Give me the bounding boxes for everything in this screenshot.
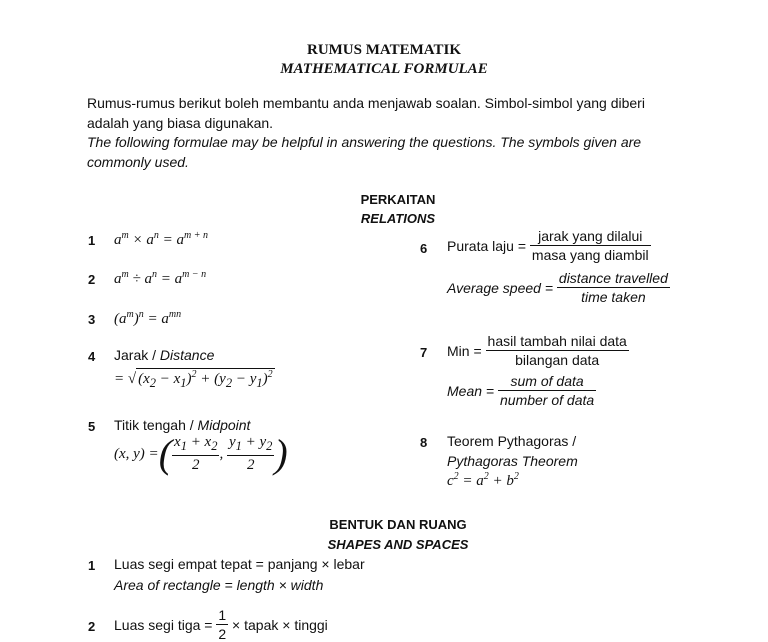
formula-mean-ms: Min = $\frac{\text{hasil tambah nilai data}}{\text{bilangan data}}$ bbox=[447, 333, 627, 368]
item-number: 8 bbox=[420, 435, 428, 450]
intro-ms-line1: Rumus-rumus berikut boleh membantu anda menjawab soalan. Simbol-simbol yang diberi bbox=[87, 95, 645, 111]
formula-triangle-ms: Luas segi tiga = $\frac{1}{2}$ × tapak × tinggi bbox=[114, 607, 328, 642]
relations-heading: PERKAITAN bbox=[360, 192, 436, 207]
pythagoras-label-ms: Teorem Pythagoras / bbox=[447, 433, 577, 449]
relations-subheading: RELATIONS bbox=[360, 211, 436, 226]
item-number: 1 bbox=[88, 233, 96, 248]
item-number: 1 bbox=[88, 558, 96, 573]
intro-en-line1: The following formulae may be helpful in answering the questions. The symbols given are bbox=[87, 134, 642, 150]
shapes-heading: BENTUK DAN RUANG bbox=[329, 517, 467, 532]
distance-label: Jarak / Distance bbox=[114, 347, 215, 363]
formula-distance: = √ $(x_2 - x_1)^2 + (y_2 - y_1)^2$ bbox=[114, 369, 273, 390]
item-number: 2 bbox=[88, 619, 96, 634]
intro-en-line2: commonly used. bbox=[87, 154, 189, 170]
shapes-subheading: SHAPES AND SPACES bbox=[327, 537, 469, 552]
formula-index-power: $(a^m)^n = a^{mn}$ bbox=[114, 309, 182, 327]
formula-pythagoras: $c^2 = a^2 + b^2$ bbox=[447, 471, 519, 489]
page-subtitle: MATHEMATICAL FORMULAE bbox=[280, 61, 488, 77]
item-number: 6 bbox=[420, 241, 428, 256]
formula-rectangle-en: Area of rectangle = length × width bbox=[114, 577, 324, 593]
intro-ms-line2: adalah yang biasa digunakan. bbox=[87, 115, 274, 131]
item-number: 2 bbox=[88, 272, 96, 287]
midpoint-label: Titik tengah / Midpoint bbox=[114, 417, 251, 433]
formula-index-multiply: $a^m \times a^n = a^{m + n}$ bbox=[114, 230, 208, 248]
item-number: 7 bbox=[420, 345, 428, 360]
page-title: RUMUS MATEMATIK bbox=[306, 42, 462, 58]
formula-index-divide: $a^m \div a^n = a^{m - n}$ bbox=[114, 269, 207, 287]
formula-average-speed-en: Average speed = $\frac{\text{distance travelled}}{\text{time taken}}$ bbox=[447, 270, 668, 305]
item-number: 5 bbox=[88, 419, 96, 434]
formula-mean-en: Mean = $\frac{\text{sum of data}}{\text{number of data}}$ bbox=[447, 373, 595, 408]
item-number: 4 bbox=[88, 349, 96, 364]
pythagoras-label-en: Pythagoras Theorem bbox=[447, 453, 578, 469]
item-number: 3 bbox=[88, 312, 96, 327]
formula-average-speed-ms: Purata laju = $\frac{\text{jarak yang dilalui}}{\text{masa yang diambil}}$ bbox=[447, 228, 649, 263]
formula-rectangle-ms: Luas segi empat tepat = panjang × lebar bbox=[114, 556, 365, 572]
formula-midpoint: (x, y) = ( $\frac{x_1 + x_2}{2}$ , $\frac{y_1 + y_2}{2}$ ) bbox=[114, 431, 288, 476]
